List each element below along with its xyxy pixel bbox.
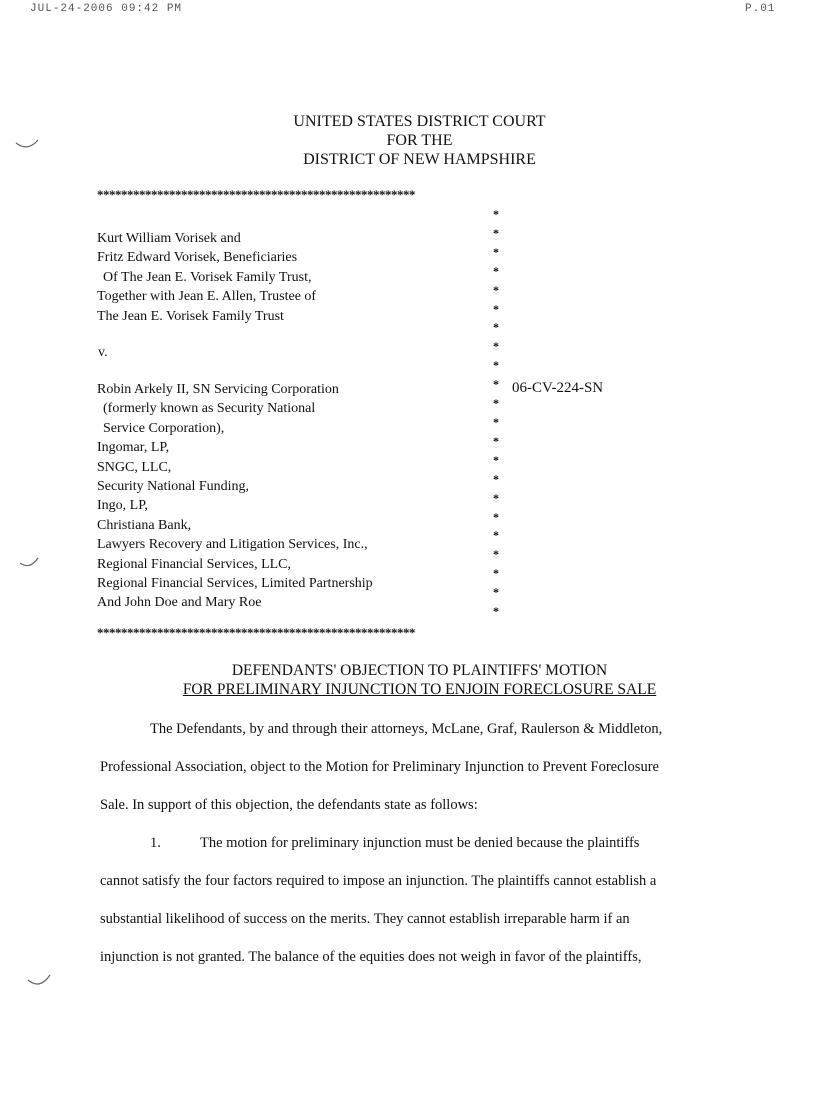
caption-star: * — [493, 471, 499, 486]
plaintiff-line: Kurt William Vorisek and — [97, 231, 241, 246]
punch-mark — [28, 975, 50, 984]
paragraph-line: cannot satisfy the four factors required to impose an injunction. The plaintiffs cannot establish a — [100, 873, 657, 889]
caption-star: * — [493, 528, 499, 543]
caption-star: * — [493, 604, 499, 619]
motion-title — [0, 661, 839, 699]
court-for: FOR THE — [386, 132, 453, 149]
caption-star: * — [493, 452, 499, 467]
motion-title-line2: FOR PRELIMINARY INJUNCTION TO ENJOIN FORECLOSURE SALE — [182, 681, 657, 698]
defendant-line: Christiana Bank, — [97, 517, 192, 533]
caption-star: * — [493, 282, 499, 297]
punch-mark — [20, 558, 38, 566]
caption-star: * — [493, 339, 499, 354]
caption-star: * — [493, 320, 499, 335]
defendant-line: Robin Arkely II, SN Servicing Corporation — [97, 382, 339, 397]
defendant-line: Regional Financial Services, Limited Partnership — [97, 576, 373, 592]
court-district: DISTRICT OF NEW HAMPSHIRE — [303, 151, 536, 168]
plaintiffs-block — [97, 229, 316, 326]
intro-line: Sale. In support of this objection, the defendants state as follows: — [100, 797, 478, 813]
defendant-line: Regional Financial Services, LLC, — [97, 556, 292, 572]
court-caption — [0, 112, 839, 169]
defendant-line: Service Corporation), — [103, 420, 225, 436]
caption-star: * — [493, 358, 499, 373]
caption-star: * — [493, 301, 499, 316]
caption-star: * — [493, 490, 499, 505]
plaintiff-line: Of The Jean E. Vorisek Family Trust, — [103, 269, 312, 285]
case-number: 06-CV-224-SN — [512, 380, 604, 396]
plaintiff-line: The Jean E. Vorisek Family Trust — [97, 308, 284, 324]
defendant-line: Lawyers Recovery and Litigation Services, Inc., — [97, 537, 368, 553]
caption-star: * — [493, 547, 499, 562]
caption-star: * — [493, 263, 499, 278]
intro-line: Professional Association, object to the Motion for Preliminary Injunction to Prevent Foreclosure — [100, 759, 659, 775]
defendant-line: And John Doe and Mary Roe — [97, 595, 262, 611]
paragraph-line: substantial likelihood of success on the merits. They cannot establish irreparable harm if an — [100, 911, 630, 927]
caption-star: * — [493, 585, 499, 600]
caption-star: * — [493, 377, 499, 392]
defendant-line: SNGC, LLC, — [97, 459, 172, 475]
paragraph-line: injunction is not granted. The balance of the equities does not weigh in favor of the plaintiffs, — [100, 949, 642, 965]
separator-bottom: ***************************************************** — [97, 626, 415, 640]
fax-header-page: P.01 — [745, 3, 776, 15]
caption-star: * — [493, 244, 499, 259]
defendant-line: (formerly known as Security National — [103, 401, 316, 417]
caption-star-column — [490, 205, 502, 621]
defendant-line: Ingo, LP, — [97, 498, 148, 514]
caption-star: * — [493, 433, 499, 448]
caption-star: * — [493, 396, 499, 411]
defendant-line: Ingomar, LP, — [97, 440, 170, 456]
motion-title-line1: DEFENDANTS' OBJECTION TO PLAINTIFFS' MOTION — [231, 662, 608, 679]
fax-header-left: JUL-24-2006 09:42 PM — [30, 3, 183, 15]
defendant-line: Security National Funding, — [97, 479, 250, 495]
plaintiff-line: Fritz Edward Vorisek, Beneficiaries — [97, 250, 298, 266]
court-name: UNITED STATES DISTRICT COURT — [293, 113, 546, 130]
caption-star: * — [493, 566, 499, 581]
separator-top: ***************************************************** — [97, 188, 415, 202]
caption-star: * — [493, 225, 499, 240]
versus: v. — [98, 345, 108, 360]
paragraph-number: 1. — [150, 835, 161, 851]
paragraph-line: The motion for preliminary injunction must be denied because the plaintiffs — [200, 835, 640, 851]
defendants-block — [97, 380, 373, 613]
plaintiff-line: Together with Jean E. Allen, Trustee of — [97, 289, 317, 305]
caption-star: * — [493, 207, 499, 221]
caption-star: * — [493, 509, 499, 524]
caption-star: * — [493, 414, 499, 429]
intro-line: The Defendants, by and through their attorneys, McLane, Graf, Raulerson & Middleton, — [150, 721, 663, 737]
